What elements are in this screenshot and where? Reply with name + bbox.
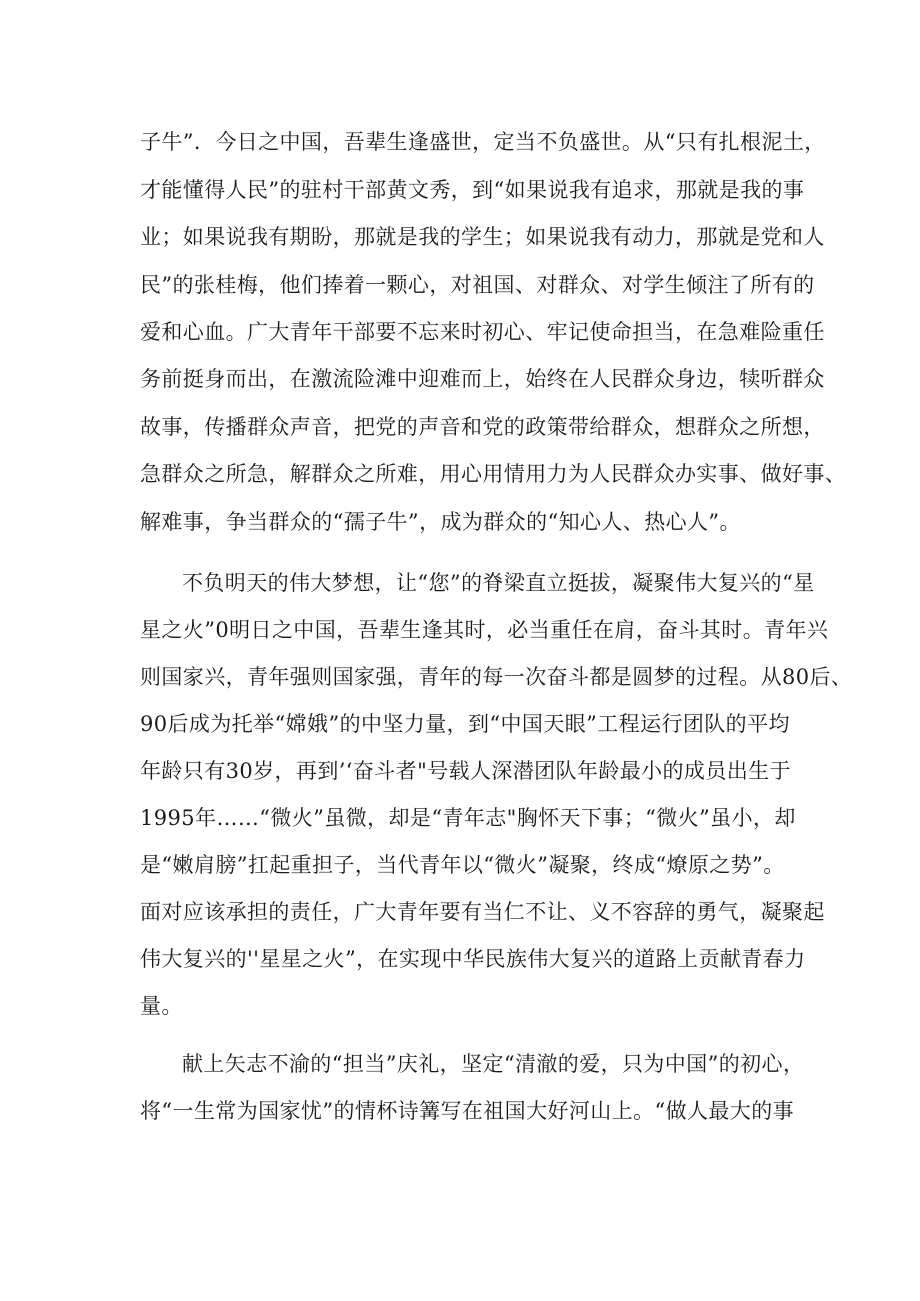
text-line: 才能懂得人民”的驻村干部黄文秀，到“如果说我有追求，那就是我的事 [140, 178, 805, 202]
text-line: 急群众之所急，解群众之所难，用心用情用力为人民群众办实事、做好事、 [140, 462, 847, 486]
text-line: 子牛”．今日之中国，吾辈生逢盛世，定当不负盛世。从“只有扎根泥土， [140, 130, 826, 154]
text-line: 面对应该承担的责任，广大青年要有当仁不让、义不容辞的勇气，凝聚起 [140, 900, 825, 924]
text-line: 业；如果说我有期盼，那就是我的学生；如果说我有动力，那就是党和人 [140, 225, 825, 249]
text-line: 故事，传播群众声音，把党的声音和党的政策带给群众，想群众之所想， [140, 415, 825, 439]
text-line: 不负明天的伟大梦想，让“您”的脊梁直立挺拔，凝聚伟大复兴的“星 [182, 571, 815, 595]
text-line: 献上矢志不渝的“担当”庆礼，坚定“清澈的爱，只为中国”的初心， [182, 1052, 805, 1076]
text-line: 90后成为托举“嫦娥”的中坚力量，到“中国天眼”工程运行团队的平均 [140, 712, 790, 736]
text-line: 民”的张桂梅，他们捧着一颗心，对祖国、对群众、对学生倾注了所有的 [140, 273, 815, 297]
text-line: 解难事，争当群众的“孺子牛”，成为群众的“知心人、热心人”。 [140, 510, 741, 534]
text-line: 伟大复兴的''星星之火”，在实现中华民族伟大复兴的道路上贡献青春力 [140, 947, 806, 971]
text-line: 则国家兴，青年强则国家强，青年的每一次奋斗都是圆梦的过程。从80后、 [140, 665, 853, 689]
text-line: 是“嫩肩膀”扛起重担子，当代青年以“微火”凝聚，终成“燎原之势”。 [140, 853, 785, 877]
text-line: 务前挺身而出，在激流险滩中迎难而上，始终在人民群众身边，犊听群众 [140, 367, 825, 391]
text-line: 年龄只有30岁，再到’‘奋斗者"号载人深潜团队年龄最小的成员出生于 [140, 759, 791, 783]
text-line: 星之火”0明日之中国，吾辈生逢其时，必当重任在肩，奋斗其时。青年兴 [140, 618, 829, 642]
text-line: 将“一生常为国家忧”的情杯诗篝写在祖国大好河山上。“做人最大的事 [140, 1099, 795, 1123]
text-line: 1995年……“微火”虽微，却是“青年志"胸怀天下事；“微火”虽小，却 [140, 806, 796, 830]
text-line: 爱和心血。广大青年干部要不忘来时初心、牢记使命担当，在急难险重任 [140, 320, 825, 344]
text-line: 量。 [140, 994, 183, 1018]
